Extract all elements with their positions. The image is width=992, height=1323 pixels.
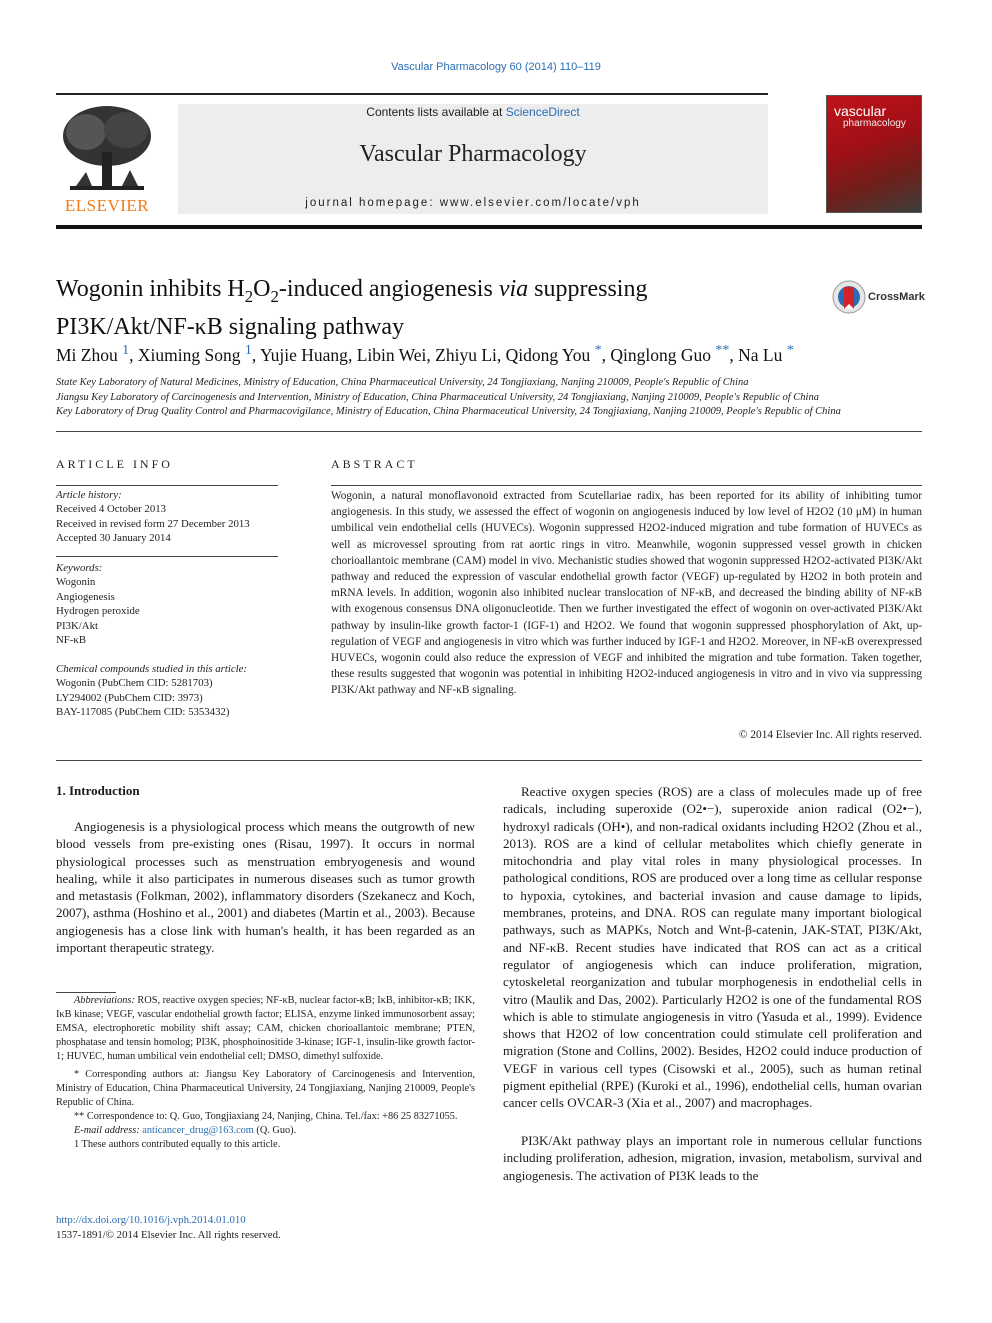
crossmark-icon[interactable] [832, 280, 866, 314]
keyword: NF-κB [56, 634, 87, 647]
journal-cover-image[interactable] [826, 95, 922, 213]
header-divider [56, 93, 768, 95]
title-text: suppressing [528, 276, 648, 302]
compound: Wogonin (PubChem CID: 5281703) [56, 677, 213, 690]
contents-line [178, 105, 768, 119]
header-thick-divider [56, 225, 922, 229]
doi-link[interactable]: http://dx.doi.org/10.1016/j.vph.2014.01.010 [56, 1214, 246, 1226]
keyword: Hydrogen peroxide [56, 605, 140, 618]
author-name[interactable]: Mi Zhou [56, 345, 118, 365]
journal-homepage[interactable]: journal homepage: www.elsevier.com/locate/vph [305, 197, 641, 209]
email-link[interactable]: anticancer_drug@163.com [142, 1125, 254, 1136]
author-mark[interactable]: ** [715, 343, 730, 359]
article-title [56, 274, 796, 342]
author-name[interactable]: Na Lu [738, 345, 783, 365]
publisher-name: ELSEVIER [64, 196, 150, 215]
compounds-label: Chemical compounds studied in this article: [56, 663, 248, 675]
footnote-divider [56, 992, 116, 993]
author-name[interactable]: Zhiyu Li [435, 345, 497, 365]
affiliation: Key Laboratory of Drug Quality Control and Pharmacovigilance, Ministry of Education, China Pharmaceutical University, 24 Tongjiaxiang, Nanjing 210009, People's Republic of China [56, 406, 841, 417]
crossmark-label[interactable]: CrossMark [868, 291, 925, 303]
author-name[interactable]: Qidong You [505, 345, 591, 365]
keyword: Wogonin [56, 576, 96, 589]
author-mark[interactable]: 1 [122, 343, 130, 359]
history-item: Received 4 October 2013 [56, 503, 167, 516]
journal-title: Vascular Pharmacology [359, 141, 587, 167]
abstract-heading: ABSTRACT [331, 457, 418, 471]
compound: BAY-117085 (PubChem CID: 5353432) [56, 706, 230, 719]
author-list: Mi Zhou $^1$, Xiuming Song $^1$, Yujie Huang, Libin Wei, Zhiyu Li, Qidong You *, Qinglong Guo **, Na Lu * [56, 343, 794, 365]
history-group [56, 488, 278, 546]
author-name[interactable]: Qinglong Guo [610, 345, 712, 365]
abstract-text: Wogonin, a natural monoflavonoid extracted from Scutellariae radix, has been reported for its ability of inhibiting tumor angiogenesis. In this study, we assessed the effect of wogonin on angiogenesis induced by low level of H2O2 (10 μM) in human umbilical vein endothelial cells (HUVECs). Wogonin suppressed H2O2-induced migration and tube formation of HUVECs as well as microvessel sprouting from rat aortic rings in vitro. Meanwhile, wogonin suppressed vessel growth in chicken chorioallantoic membrane (CAM) model in vivo. Mechanistic studies showed that wogonin suppressed H2O2-activated PI3K/Akt pathway and reduced the expression of vascular endothelial growth factor (VEGF) up-regulated by H2O2 in both protein and mRNA levels. In addition, wogonin also inhibited nuclear translocation of NF-κB, and decreased the binding ability of NF-κB with exogenous consensus DNA oligonucleotide. Then we further investigated the effect of wogonin on over-activated PI3K/Akt pathway by insulin-like growth factor-1 (IGF-1) and H2O2. We found that wogonin suppressed phosphorylation of Akt, up-regulation of VEGF and angiogenesis in vitro which was further induced by IGF-1 and H2O2. Moreover, in NF-κB overexpressed HUVECs, wogonin could also reduce the expression of VEGF and inhibited the migration and tube formation. Taken together, these results suggested that wogonin was potential in inhibiting H2O2-induced angiogenesis in vitro and in vivo via suppressing PI3K/Akt pathway and NF-κB signaling. [331, 490, 922, 697]
section-heading: 1. Introduction [56, 783, 140, 798]
intro-paragraph: Angiogenesis is a physiological process which means the outgrowth of new blood vessels from pre-existing ones (Risau, 1997). It occurs in normal physiological processes such as menstruation embryogenesis and wound healing, while it also participates in numerous diseases such as tumor growth and metastasis (Folkman, 2002), inflammatory disorders (Szekanecz and Koch, 2007), asthma (Hoshino et al., 2001) and diabetes (Martin et al., 2003). Because angiogenesis has a close link with human's health, it has been regarded as an important therapeutic strategy. [56, 819, 475, 956]
title-subscript: 2 [270, 286, 279, 306]
abbreviations-label: Abbreviations: [74, 995, 135, 1006]
keyword: Angiogenesis [56, 590, 115, 603]
history-item: Received in revised form 27 December 2013 [56, 517, 250, 530]
history-label: Article history: [56, 489, 122, 501]
article-info-divider [56, 485, 278, 486]
issn-line: 1537-1891/© 2014 Elsevier Inc. All rights reserved. [56, 1229, 281, 1241]
author-mark[interactable]: 1 [244, 343, 252, 359]
keywords-divider [56, 556, 278, 557]
author-name[interactable]: Libin Wei [356, 345, 427, 365]
affiliation: State Key Laboratory of Natural Medicines, Ministry of Education, China Pharmaceutical University, 24 Tongjiaxiang, Nanjing 210009, People's Republic of China [56, 377, 749, 388]
affiliations [56, 376, 922, 420]
email-suffix: (Q. Guo). [253, 1125, 297, 1136]
corresponding-footnote: * Corresponding authors at: Jiangsu Key Laboratory of Carcinogenesis and Intervention, Ministry of Education, China Pharmaceutical University, 24 Tongjiaxiang, Nanjing 210009, People's Republic of China. [56, 1069, 475, 1108]
email-label: E-mail address: [74, 1125, 140, 1136]
journal-citation[interactable]: Vascular Pharmacology 60 (2014) 110–119 [391, 61, 601, 73]
cover-title: vascular [834, 103, 887, 119]
title-italic: via [498, 276, 529, 302]
compound: LY294002 (PubChem CID: 3973) [56, 691, 203, 704]
author-name[interactable]: Xiuming Song [137, 345, 241, 365]
body-divider [56, 760, 922, 761]
title-text: Wogonin inhibits H [56, 276, 245, 302]
email-footnote [56, 1124, 475, 1138]
correspondence-footnote: ** Correspondence to: Q. Guo, Tongjiaxiang 24, Nanjing, China. Tel./fax: +86 25 83271055. [74, 1111, 458, 1122]
abstract-copyright: © 2014 Elsevier Inc. All rights reserved. [738, 729, 922, 741]
article-info-heading: ARTICLE INFO [56, 457, 173, 471]
sciencedirect-link[interactable]: ScienceDirect [505, 105, 580, 119]
compounds-group [56, 662, 278, 720]
keywords-group [56, 561, 278, 647]
abbreviations-text: ROS, reactive oxygen species; NF-κB, nuclear factor-κB; IκB, inhibitor-κB; IKK, IκB kinase; VEGF, vascular endothelial growth factor; ELISA, enzyme linked immunosorbent assay; EMSA, electrophoretic mobility shift assay; CAM, chicken chorioallantoic membrane; PTEN, phosphatase and tensin homolog; PI3K, phosphoinositide 3-kinase; IGF-1, insulin-like growth factor-1; HUVEC, human umbilical vein endothelial cell; DMSO, dimethyl sulfoxide. [56, 995, 475, 1062]
title-subscript: 2 [244, 286, 254, 306]
affiliation: Jiangsu Key Laboratory of Carcinogenesis and Intervention, Ministry of Education, China Pharmaceutical University, 24 Tongjiaxiang, Nanjing 210009, People's Republic of China [56, 391, 819, 403]
footnotes [56, 994, 475, 1152]
keyword: PI3K/Akt [56, 619, 98, 632]
intro-paragraph: Reactive oxygen species (ROS) are a class of molecules made up of free radicals, including superoxide (O2•−), superoxide anion radical (O2•−), hydroxyl radicals (OH•), and non-radical oxidants including H2O2 (Zhou et al., 2013). ROS are a kind of cellular metabolites which chiefly generate in mitochondria and play vital roles in many physiological processes. In pathological conditions, ROS are produced over a long time as cellular response to hypoxia, cytokines, and bacterial invasion and cause damage to lipids, membranes, proteins, and DNA. ROS can regulate many important biological pathways, such as MAPKs, Notch and Wnt-β-catenin, JAK-STAT, PI3K/Akt, and NF-κB. Recent studies have indicated that ROS can act as a critical regulator of angiogenesis which can induce proliferation, migration, cytoskeletal reorganization and tubular morphogenesis in endothelial cells in vitro (Maulik and Das, 2002). Particularly H2O2 is one of the fundamental ROS which is able to stimulate angiogenesis in vitro (Yasuda et al., 1999). Evidence shows that H2O2 of low concentration could stimulate cell proliferation and migration (Stone and Collins, 2002). Besides, H2O2 could induce production of VEGF in various cell types (Cisowski et al., 2005), such as human retinal pigment epithelial (RPE) (Kuroki et al., 1996), endothelial cells, human ovarian cancer cells OVCAR-3 (Xia et al., 2007) and macrophages. [503, 784, 922, 1111]
intro-paragraph: PI3K/Akt pathway plays an important role in numerous cellular functions including proliferation, adhesion, migration, invasion, metabolism, survival and angiogenesis. The activation of PI3K leads to the [503, 1133, 922, 1183]
cover-subtitle: pharmacology [843, 118, 906, 129]
abbreviations-footnote [56, 994, 475, 1064]
title-text: O [253, 276, 271, 302]
history-item: Accepted 30 January 2014 [56, 532, 171, 545]
author-mark[interactable]: * [594, 343, 602, 359]
author-mark[interactable]: * [786, 343, 794, 359]
abstract-divider [331, 485, 922, 486]
author-name[interactable]: Yujie Huang [259, 345, 348, 365]
equal-contribution-footnote: 1 These authors contributed equally to this article. [74, 1139, 281, 1150]
keywords-label: Keywords: [56, 562, 103, 574]
title-line-2: PI3K/Akt/NF-κB signaling pathway [56, 313, 405, 340]
affiliation-divider [56, 431, 922, 432]
article-info [56, 488, 278, 552]
title-text: -induced angiogenesis [278, 276, 499, 302]
contents-prefix: Contents lists available at [366, 105, 506, 119]
